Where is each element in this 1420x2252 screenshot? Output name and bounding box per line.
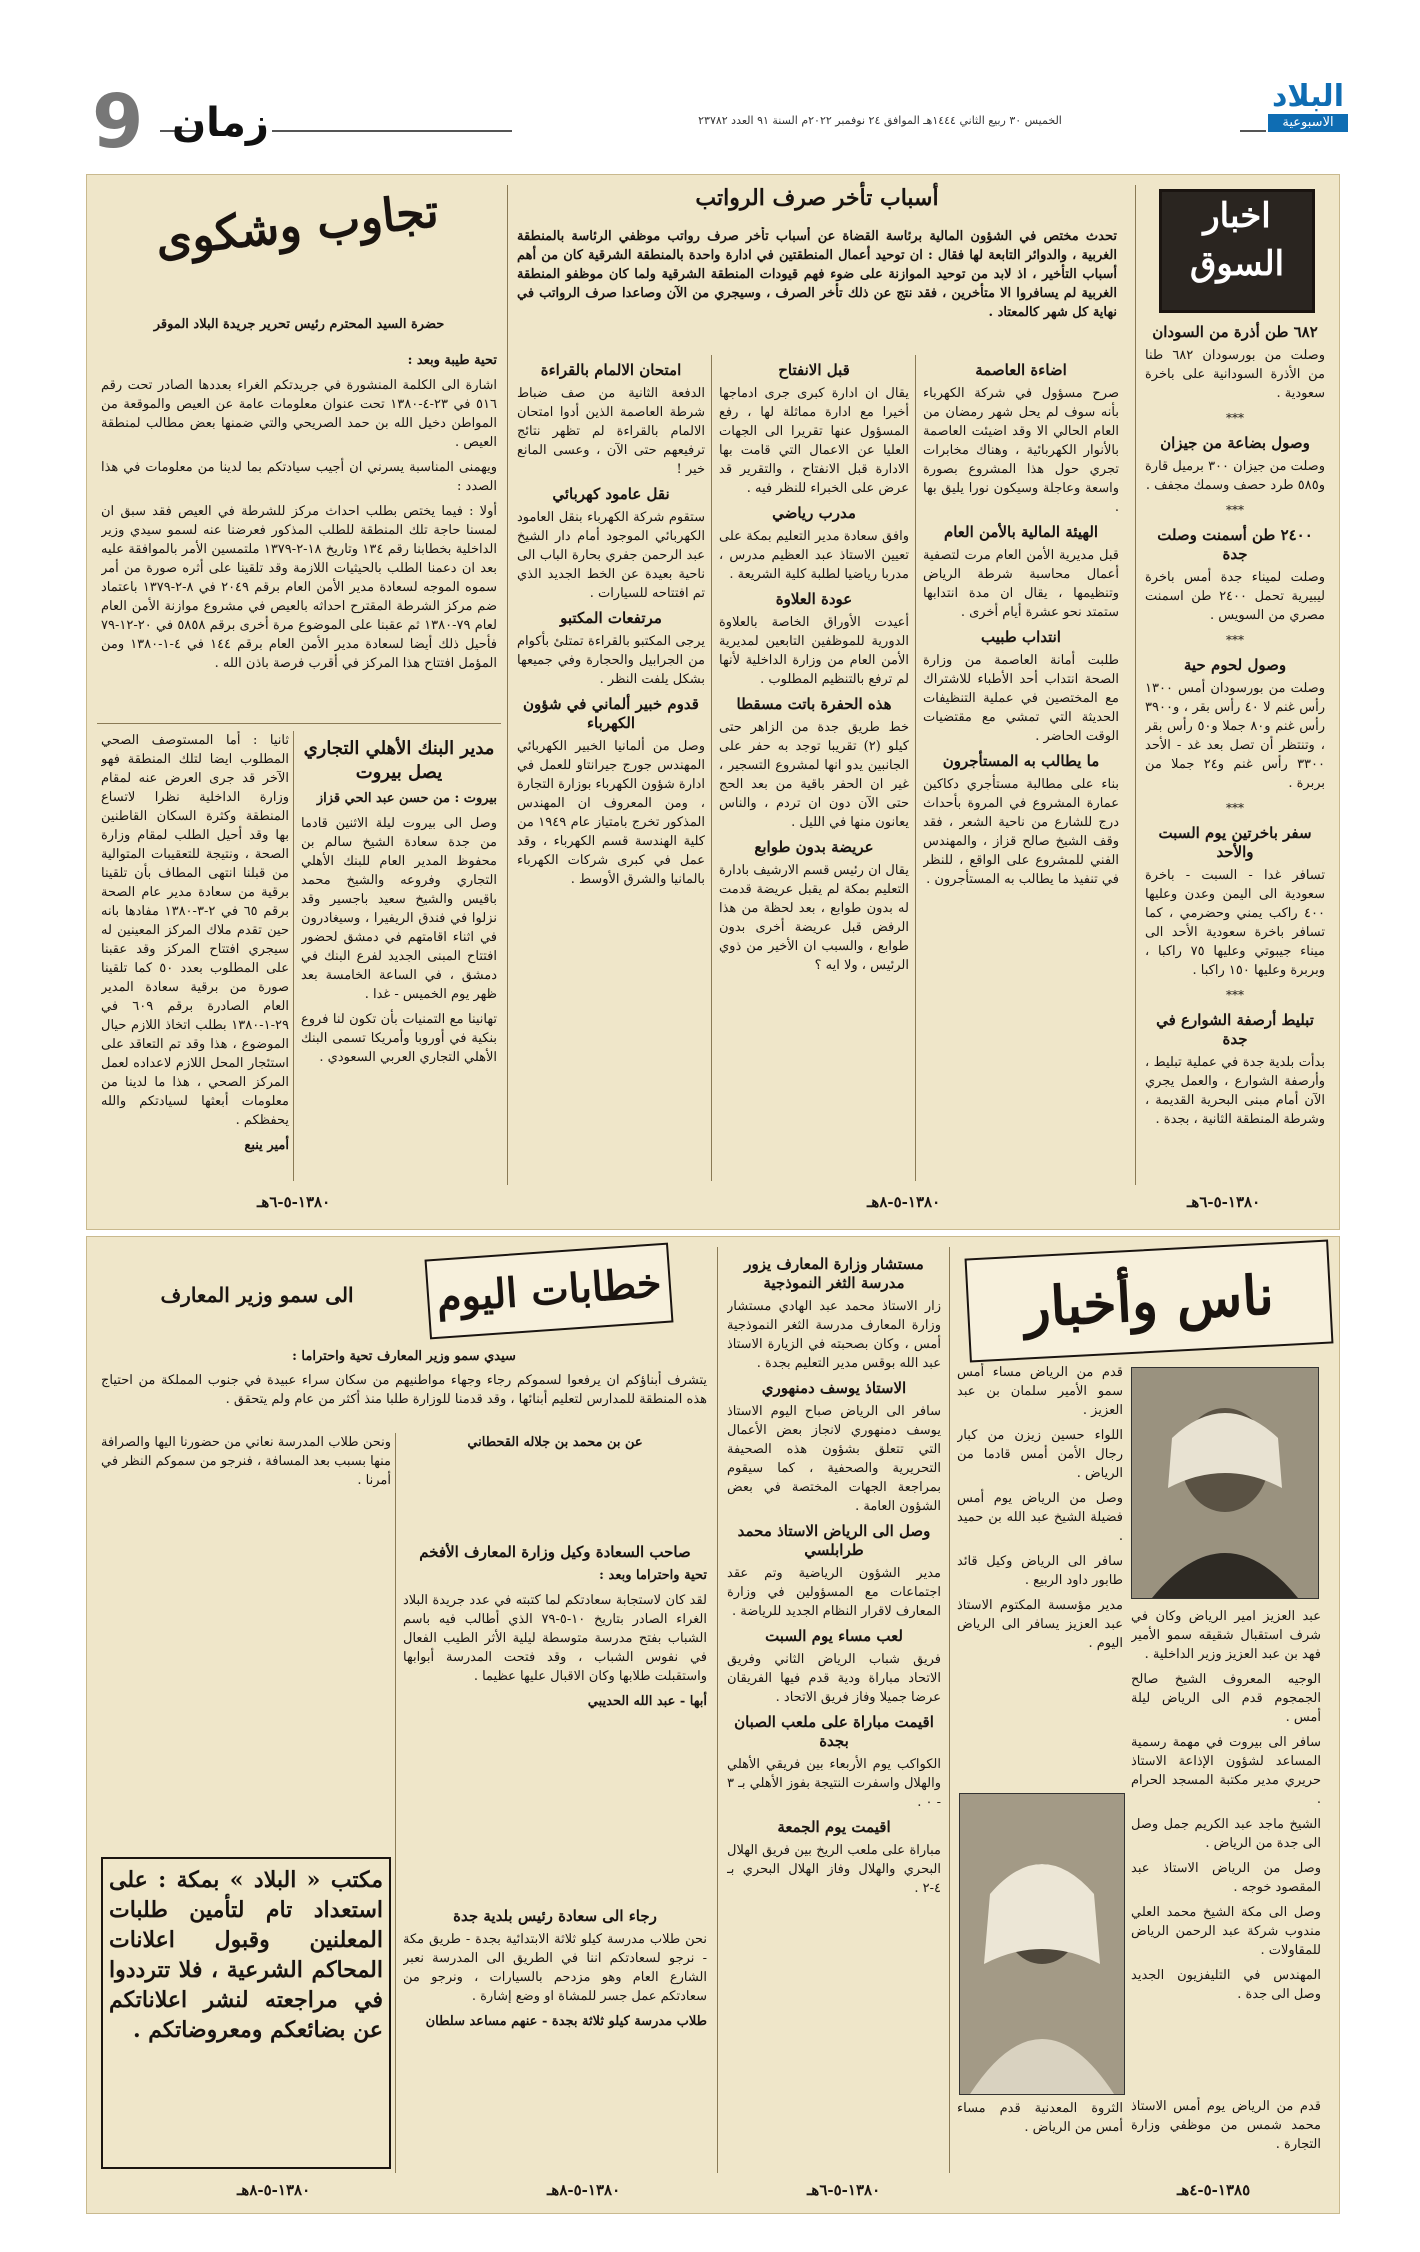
people-item9: الشيخ ماجد عبد الكريم جمل وصل الى جدة من الرياض . <box>1131 1817 1321 1851</box>
photo-man <box>959 1793 1125 2095</box>
page-header <box>0 0 1420 165</box>
market-news-logo-text: اخبار السوق <box>1189 196 1285 284</box>
date-bottom-mid-right: ١٣٨٠-٥-٦هـ <box>807 2181 881 2199</box>
market-news-column <box>1145 317 1325 1181</box>
s6-body: وافق سعادة مدير التعليم بمكة على تعيين الاستاذ عبد العظيم مدرس ، مدربا رياضيا لطلبة كلية الشريعة . <box>719 529 909 582</box>
separator: *** <box>1226 411 1244 425</box>
s11-body: ستقوم شركة الكهرباء بنقل العامود الكهربائي الموجود أمام دار الشيخ عبد الرحمن جفري بحارة الباب الى ناحية بعيدة عن الخط الجديد الذي تم افتتاحه للسيارات . <box>517 510 705 601</box>
s10-title: امتحان الالمام بالقراءة <box>540 361 682 379</box>
bm-p2: سافر الى الرياض صباح اليوم الاستاذ يوسف دمنهوري لانجاز بعض الأعمال التي تتعلق بشؤون هذه الصحيفة التحريرية والصحفية ، كما سيقوم بمراجعة الجهات المختصة في بعض الشؤون العامة . <box>727 1404 941 1514</box>
complaint-greeting-block <box>101 315 497 355</box>
column-divider <box>507 185 508 1185</box>
complaint-salute: تحية طيبة وبعد : <box>407 353 497 368</box>
bm-p1: زار الاستاذ محمد عبد الهادي مستشار وزارة المعارف مدرسة الثغر النموذجية أمس ، وكان بصحبته في الزيارة الاستاذ عبد الله بوقس مدير التعليم بجدة . <box>727 1299 941 1371</box>
people-item13: الثروة المعدنية قدم مساء أمس من الرياض . <box>957 2101 1123 2135</box>
s12-title: مرتفعات المكتبو <box>560 609 662 627</box>
letters-p1-block <box>101 1371 707 1431</box>
column-divider <box>949 1247 950 2173</box>
market-item2-title: وصول بضاعة من جيزان <box>1160 434 1310 452</box>
market-item1-body: وصلت من بورسودان ٦٨٢ طنا من الأذرة السودانية على باخرة سعودية . <box>1145 348 1325 401</box>
market-item2-body: وصلت من جيزان ٣٠٠ برميل قارة و٥٨٥ طرد حصف وسمك مجفف . <box>1145 459 1325 493</box>
bm-p4: فريق شباب الرياض الثاني وفريق الاتحاد مباراة ودية قدم فيها الفريقان عرضا جميلا وفاز فريق الاتحاد . <box>727 1652 941 1705</box>
page-number: 9 <box>92 79 144 165</box>
newspaper-logo <box>1268 80 1348 140</box>
s2-body: قبل مديرية الأمن العام مرت لتصفية أعمال محاسبة شرطة الرياض وتنظيمها ، يقال ان مدة انتدابها ستمتد نحو عشرة أيام أخرى . <box>923 548 1119 620</box>
letters-col-right-bottom <box>403 1901 707 2171</box>
date-top-middle: ١٣٨٠-٥-٨هـ <box>867 1193 941 1211</box>
people-col-right <box>1131 1607 1321 2167</box>
market-item1-title: ٦٨٢ طن أذرة من السودان <box>1152 323 1318 341</box>
bilad-notice: مكتب « البلاد » بمكة : على استعداد تام لتأمين طلبات المعلنين وقبول اعلانات المحاكم الشرعية ، فلا تترددوا في مراجعته لنشر اعلاناتكم عن بضائعكم ومعروضاتكم . <box>109 1867 383 2043</box>
s2-title: الهيئة المالية بالأمن العام <box>943 523 1099 541</box>
middle-col-left <box>517 355 705 1181</box>
complaint-body1: اشارة الى الكلمة المنشورة في جريدتكم الغراء بعددها الصادر تحت رقم ٥١٦ في ٢٣-٤-١٣٨٠ تحت عنوان معلومات عامة عن العيص والموقعة من المواطن دخيل الله بن حمد الصريحي والتي ضمنها بعض مطالب لمنطقة العيص . <box>101 378 497 450</box>
people-item3: وصل من الرياض يوم أمس فضيلة الشيخ عبد الله بن حميد . <box>957 1491 1123 1544</box>
letters-p1b: ونحن طلاب المدرسة نعاني من حضورنا اليها والصرافة منها بسبب بعد المسافة ، فنرجو من سموكم النظر في أمرنا . <box>101 1435 391 1488</box>
people-item12: المهندس في التليفزيون الجديد وصل الى جدة . <box>1131 1968 1321 2002</box>
market-item4-title: وصول لحوم حية <box>1183 656 1287 674</box>
s3-title: انتداب طبيب <box>981 628 1061 646</box>
column-divider <box>717 1247 718 2173</box>
middle-col-right <box>923 355 1119 1181</box>
middle-col-center <box>719 355 909 1181</box>
bm-h5: اقيمت مباراة على ملعب الصبان بجدة <box>734 1713 934 1750</box>
people-col-right-bottom <box>1131 2097 1321 2171</box>
bm-p6: مباراة على ملعب الريخ بين فريق الهلال البحري والهلال وفاز الهلال البحري بـ ٤-٢ . <box>727 1843 941 1896</box>
letters-sign1: عن بن محمد بن جلاله القحطاني <box>467 1435 643 1450</box>
market-item5-body: تسافر غدا - السبت - باخرة سعودية الى اليمن وعدن وعليها ٤٠٠ راكب يمني وحضرمي ، كما تسافر باخرة سعودية الأحد الى ميناء جيبوتي وعليها ٧٥ راكبا ، وبربرة وعليها ١٥٠ راكبا . <box>1145 868 1325 978</box>
s13-title: قدوم خبير ألماني في شؤون الكهرباء <box>523 695 699 732</box>
letters-p2: لقد كان لاستجابة سعادتكم لما كتبته في عدد جريدة البلاد الغراء الصادر بتاريخ ١٠-٥-٧٩ الذي أطالب فيه باسم الشباب بفتح مدرسة متوسطة ليلية الأثر الطيب الفعال في نفوس الشباب ، وقد فتحت المدرسة أبوابها واستقبلت طلابها وكان الاقبال عليها عظيما . <box>403 1593 707 1684</box>
separator: *** <box>1226 988 1244 1002</box>
date-bottom-right: ١٣٨٥-٥-٤هـ <box>1177 2181 1251 2199</box>
people-col-bottom <box>957 2099 1123 2159</box>
people-item14: قدم من الرياض يوم أمس الاستاذ محمد شمس من موظفي وزارة التجارة . <box>1131 2099 1321 2152</box>
complaint-body4: ثانيا : أما المستوصف الصحي المطلوب ايضا لتلك المنطقة فهو الآخر قد جرى العرض عنه لمقام وزارة الداخلية نظرا لاتساع المنطقة وكثرة السكان القاطنين بها وقد أحيل الطلب لمقام وزارة الصحة ، ونتيجة للتعقيبات المتوالية من قبلنا انتهى المطاف بأن تلقينا برقية من سعادة مدير عام الصحة برقم ٦٥ في ٢-٣-١٣٨٠ مفادها بانه حين تقدم ملاك المركز المعينين له سيجري افتتاح المركز وقد عقبنا على المطلوب بعدد ٥٠ كما تلقينا صورة من برقية سعادة المدير العام الصادرة برقم ٦٠٩ في ٢٩-١-١٣٨٠ بطلب اتخاذ اللازم حيال الموضوع ، هذا وقد تم التعاقد على استئجار المحل اللازم لاعداده لعمل المركز الصحي ، هذا ما لدينا من معلومات أبعثها لسيادتكم والله يحفظكم . <box>101 733 289 1128</box>
s3-body: طلبت أمانة العاصمة من وزارة الصحة انتداب أحد الأطباء للاشتراك مع المختصين في عملية التنظيفات الحديثة التي تمشي مع مقتضيات الوقت الحاضر . <box>923 653 1119 744</box>
top-clipping <box>86 174 1340 1230</box>
s8-title: هذه الحفرة باتت مسقطا <box>736 695 892 713</box>
bm-h2: الاستاذ يوسف دمنهوري <box>761 1379 907 1397</box>
complaint-signature: أمير ينبع <box>244 1138 289 1153</box>
bm-h3: وصل الى الرياض الاستاذ محمد طرابلسي <box>737 1522 931 1559</box>
letters-salute1: سيدي سمو وزير المعارف تحية واحتراما : <box>292 1349 516 1364</box>
letters-title: خطابات اليوم <box>425 1243 674 1340</box>
people-item11: وصل الى مكة الشيخ محمد العلي مندوب شركة عبد الرحمن الرياض للمقاولات . <box>1131 1905 1321 1958</box>
logo-top: البلاد <box>1272 79 1344 114</box>
bank-wish: تهانينا مع التمنيات بأن تكون لنا فروع بنكية في أوروبا وأمريكا تسمى البنك الأهلي التجاري العربي السعودي . <box>301 1012 497 1065</box>
separator: *** <box>1226 503 1244 517</box>
s1-body: صرح مسؤول في شركة الكهرباء بأنه سوف لم يحل شهر رمضان من العام الحالي الا وقد اضيئت العاصمة بالأنوار الكهربائية ، وهناك مخابرات تجري حول هذا المشروع بصورة واسعة وعاجلة وسيكون نورا يليق بها . <box>923 386 1119 515</box>
s12-body: يرجى المكتبو بالقراءة تمتلئ بأكوام من الجرابيل والحجارة وفي جميعها بشكل يلفت النظر . <box>517 634 705 687</box>
letters-sign2: أبها - عبد الله الحديبي <box>587 1694 707 1709</box>
market-item3-title: ٢٤٠٠ طن أسمنت وصلت جدة <box>1157 526 1313 563</box>
date-top-right: ١٣٨٠-٥-٦هـ <box>1187 1193 1261 1211</box>
letters-h1: الى سمو وزير المعارف <box>160 1283 354 1307</box>
s6-title: مدرب رياضي <box>772 504 856 522</box>
complaint-body3: أولا : فيما يختص بطلب احداث مركز للشرطة في العيص فقد سبق ان لمسنا حاجة تلك المنطقة للطلب المذكور فعرضنا عنه لسمو سيدي وزير الداخلية بخطابنا رقم ١٣٤ وتاريخ ١٨-٢-١٣٧٩ ملتمسين الأمر بالموافقة عليه بعد ان دعمنا الطلب بالحيثيات اللازمة وقد تلقينا على أثره صورة من أمر سموه الموجه لسعادة مدير الأمن العام برقم ٢٠٤٩ في ٨-٢-١٣٧٩ باعتماد ضم مركز الشرطة المقترح احداثه بالعيص في مشروع موازنة الأمن العام لعام ٧٩-١٣٨٠ ثم عقبنا على الموضوع مرة أخرى برقم ٥٨٥٨ في ٢٠-١٢-٧٩ فأحيل ذلك أيضا لسعادة مدير الأمن العام برقم ١٤٤ في ٤-١-١٣٨٠ ومن المؤمل افتتاح هذا المركز في أقرب فرصة باذن الله . <box>101 504 497 671</box>
s4-title: ما يطالب به المستأجرون <box>942 752 1100 770</box>
issue-info: الخميس ٣٠ ربيع الثاني ١٤٤٤هـ الموافق ٢٤ نوفمبر ٢٠٢٢م السنة ٩١ العدد ٢٣٧٨٢ <box>698 114 1062 127</box>
portrait-icon <box>960 1794 1124 2094</box>
complaint-body-cont <box>101 731 289 1181</box>
row-divider <box>97 723 501 724</box>
market-item6-body: بدأت بلدية جدة في عملية تبليط ، وأرصفة الشوارع ، والعمل يجري الآن أمام مبنى البحرية القديمة ، وشرطة المنطقة الثانية ، بجدة . <box>1145 1055 1325 1127</box>
bank-from: بيروت : من حسن عبد الحي قزاز <box>316 791 497 806</box>
photo-prince <box>1131 1367 1319 1599</box>
salaries-headline: أسباب تأخر صرف الرواتب <box>695 185 939 211</box>
bank-article <box>301 731 497 1181</box>
separator: *** <box>1226 801 1244 815</box>
column-divider <box>915 355 916 1181</box>
market-item6-title: تبليط أرصفة الشوارع في جدة <box>1156 1011 1314 1048</box>
date-top-left: ١٣٨٠-٥-٦هـ <box>257 1193 331 1211</box>
people-item10: وصل من الرياض الاستاذ عبد المقصود خوجه . <box>1131 1861 1321 1895</box>
complaint-body2: ويهمنى المناسبة يسرني ان أجيب سيادتكم بما لدينا من معلومات في هذا الصدد : <box>101 460 497 494</box>
people-item1: قدم من الرياض مساء أمس سمو الأمير سلمان بن عبد العزيز . <box>957 1365 1123 1418</box>
letters-h3: رجاء الى سعادة رئيس بلدية جدة <box>453 1907 657 1925</box>
letters-sign3: طلاب مدرسة كيلو ثلاثة بجدة - عنهم مساعد سلطان <box>425 2014 707 2029</box>
letters-salute2: تحية واحتراما وبعد : <box>599 1568 707 1583</box>
bottom-middle-column <box>727 1249 941 2169</box>
market-item4-body: وصلت من بورسودان أمس ١٣٠٠ رأس غنم لا ٤٠ رأس بقر ، و٣٩٠٠ رأس غنم و٨٠ جملا و٥٠ رأس بقر ، وتنتظر أن تصل بعد غد - الأحد ٣٣٠٠ رأس غنم و٢٤ جملا من بربرة . <box>1145 681 1325 791</box>
bm-p5: الكواكب يوم الأربعاء بين فريقي الأهلي والهلال واسفرت النتيجة بفوز الأهلي بـ ٣ - ٠ . <box>727 1757 941 1810</box>
letters-p3: نحن طلاب مدرسة كيلو ثلاثة الابتدائية بجدة - طريق مكة - نرجو لسعادتكم اننا في الطريق الى المدرسة نعبر الشارع العام وهو مزدحم بالسيارات ، ونرجو من سعادتكم عمل جسر للمشاة او وضع إشارة . <box>403 1932 707 2004</box>
people-item4: سافر الى الرياض وكيل قائد طابور داود الربيع . <box>957 1554 1123 1588</box>
people-item8: سافر الى بيروت في مهمة رسمية المساعد لشؤون الإذاعة الاستاذ حريري مدير مكتبة المسجد الحرام . <box>1131 1735 1321 1807</box>
people-item2: اللواء حسين زيزن من كبار رجال الأمن أمس قادما من الرياض . <box>957 1428 1123 1481</box>
market-item3-body: وصلت لميناء جدة أمس باخرة ليبيرية تحمل ٢٤٠٠ طن اسمنت مصري من السويس . <box>1145 570 1325 623</box>
s8-body: خط طريق جدة من الزاهر حتى كيلو (٢) تقريبا توجد به حفر على الجانبين يدو انها لمشروع التسجير ، غير ان الحفر باقية من بعد الحج حتى الآن دون ان تردم ، والناس يعانون منها في الليل . <box>719 720 909 830</box>
column-divider <box>293 731 294 1181</box>
s7-body: أعيدت الأوراق الخاصة بالعلاوة الدورية للموظفين التابعين لمديرية الأمن العام من وزارة الداخلية لأنها لم ترفع بالتنظيم المطلوب . <box>719 615 909 687</box>
market-item5-title: سفر باخرتين يوم السبت والأحد <box>1158 824 1312 861</box>
s7-title: عودة العلاوة <box>775 590 853 608</box>
salaries-lead <box>517 227 1117 347</box>
people-item5: مدير مؤسسة المكتوم الاستاذ عبد العزيز يسافر الى الرياض اليوم . <box>957 1598 1123 1651</box>
section-title: زمان <box>172 100 269 146</box>
bilad-notice-box <box>101 1857 391 2169</box>
bottom-clipping <box>86 1236 1340 2214</box>
logo-bottom: الاسبوعية <box>1268 114 1348 132</box>
column-divider <box>395 1433 396 2173</box>
s11-title: نقل عامود كهربائي <box>552 485 670 503</box>
people-item7: الوجيه المعروف الشيخ صالح الجمجوم قدم الى الرياض ليلة أمس . <box>1131 1672 1321 1725</box>
bm-h1: مستشار وزارة المعارف يزور مدرسة الثغر النموذجية <box>744 1255 924 1292</box>
complaint-title: تجاوب وشكوى <box>152 183 442 267</box>
bank-title: مدير البنك الأهلي التجاري يصل بيروت <box>303 738 495 783</box>
bm-p3: مدير الشؤون الرياضية وتم عقد اجتماعات مع المسؤولين في وزارة المعارف لاقرار النظام الجديد للرياضة . <box>727 1566 941 1619</box>
letters-sign1-block <box>403 1433 707 1533</box>
letters-col-left-top <box>101 1433 391 1743</box>
people-item6: عبد العزيز امير الرياض وكان في شرف استقبال شقيقه سمو الأمير فهد بن عبد العزيز وزير الداخلية . <box>1131 1609 1321 1662</box>
portrait-icon <box>1132 1368 1318 1598</box>
s5-title: قبل الانفتاح <box>778 361 850 379</box>
column-divider <box>711 355 712 1181</box>
complaint-greeting: حضرة السيد المحترم رئيس تحرير جريدة البلاد الموقر <box>153 317 445 332</box>
date-bottom-left: ١٣٨٠-٥-٨هـ <box>237 2181 311 2199</box>
s9-title: عريضة بدون طوابع <box>754 838 874 856</box>
s4-body: بناء على مطالبة مستأجري دكاكين عمارة المشروع في المروة بأحداث درج للشارع من ناحية الشعر ، فقد وقف الشيخ صالح قزاز ، والمهندس الفني للمشروع على الواقع ، للنظر في تنفيذ ما يطالب به المستأجرون . <box>923 777 1119 887</box>
s10-body: الدفعة الثانية من صف ضباط شرطة العاصمة الذين أدوا امتحان الالمام بالقراءة لم تظهر نتائج ترفيعهم حتى الآن ، وعسى المانع خير ! <box>517 386 705 477</box>
letters-col-right <box>403 1537 707 1897</box>
s13-body: وصل من ألمانيا الخبير الكهربائي المهندس جورج جيرانتاو للعمل في ادارة شؤون الكهرباء بوزارة التجارة ، ومن المعروف ان المهندس المذكور تخرج بامتياز عام ١٩٤٩ من كلية الهندسة قسم الكهرباء ، وقد عمل في كبرى شركات الكهرباء بالمانيا والشرق الأوسط . <box>517 739 705 887</box>
people-news-title: ناس وأخبار <box>965 1240 1334 1363</box>
market-news-logo <box>1159 189 1315 313</box>
bm-h4: لعب مساء يوم السبت <box>765 1627 903 1645</box>
salaries-lead-text: تحدث مختص في الشؤون المالية برئاسة القضاة عن أسباب تأخر صرف رواتب موظفي الرئاسة بالمنطقة الغربية ، والدوائر التابعة لها فقال : ان توحيد أعمال المنطقتين في ادارة واحدة بالمنطقة الشرقية كان من أهم أسباب التأخير ، اذ لابد من توحيد الموازنة على ضوء فهم قيودات المنطقة الشرقية ولما كان موظفو المنطقة الغربية لم يسافروا الا متأخرين ، فقد نتج عن ذلك تأخر الصرف ، وسيجري من الآن وصاعدا صرف الرواتب في نهاية كل شهر كالمعتاد . <box>517 229 1117 320</box>
header-rule-right <box>1240 130 1266 132</box>
s5-body: يقال ان ادارة كبرى جرى ادماجها أخيرا مع ادارة مماثلة لها ، رفع المسؤول عنها تقريرا الى الجهات العليا عن الاعمال التي قامت بها الادارة قبل الانفتاح ، والتقرير قد عرض على الخبراء للنظر فيه . <box>719 386 909 496</box>
people-col-top <box>957 1363 1123 1783</box>
header-rule-mid <box>272 130 512 132</box>
separator: *** <box>1226 633 1244 647</box>
s9-body: يقال ان رئيس قسم الارشيف بادارة التعليم بمكة لم يقبل عريضة قدمت له بدون طوابع ، بعد لحظة من هذا الرفض قبل عريضة أخرى بدون طوابع ، والسبب ان الأخير من ذوي الرئيس ، ولا ايه ؟ <box>719 863 909 973</box>
letters-h2: صاحب السعادة وكيل وزارة المعارف الأفخم <box>419 1543 691 1561</box>
bank-body: وصل الى بيروت ليلة الاثنين قادما من جدة سعادة الشيخ سالم بن محفوظ المدير العام للبنك الأهلي التجاري وفروعه والشيخ محمد باقيس والشيخ سعيد باجسير وقد نزلوا في فندق الريفيرا ، وسيغادرون في اثناء اقامتهم في دمشق لحضور افتتاح المبنى الجديد لفرع البنك في دمشق ، في الساعة الخامسة بعد ظهر يوم الخميس - غدا . <box>301 816 497 1002</box>
column-divider <box>1135 185 1136 1185</box>
letters-p1: يتشرف أبناؤكم ان يرفعوا لسموكم رجاء وجهاء مواطنيهم من سكان سراء عبيدة في جنوب المملكة من احتياج هذه المنطقة للمدارس لتعليم أبنائها ، وقد قدمنا للوزارة طلبا منذ أكثر من عام ولم يتحقق . <box>101 1373 707 1407</box>
bm-h6: اقيمت يوم الجمعة <box>777 1818 891 1836</box>
date-bottom-mid-left: ١٣٨٠-٥-٨هـ <box>547 2181 621 2199</box>
s1-title: اضاءة العاصمة <box>975 361 1067 379</box>
